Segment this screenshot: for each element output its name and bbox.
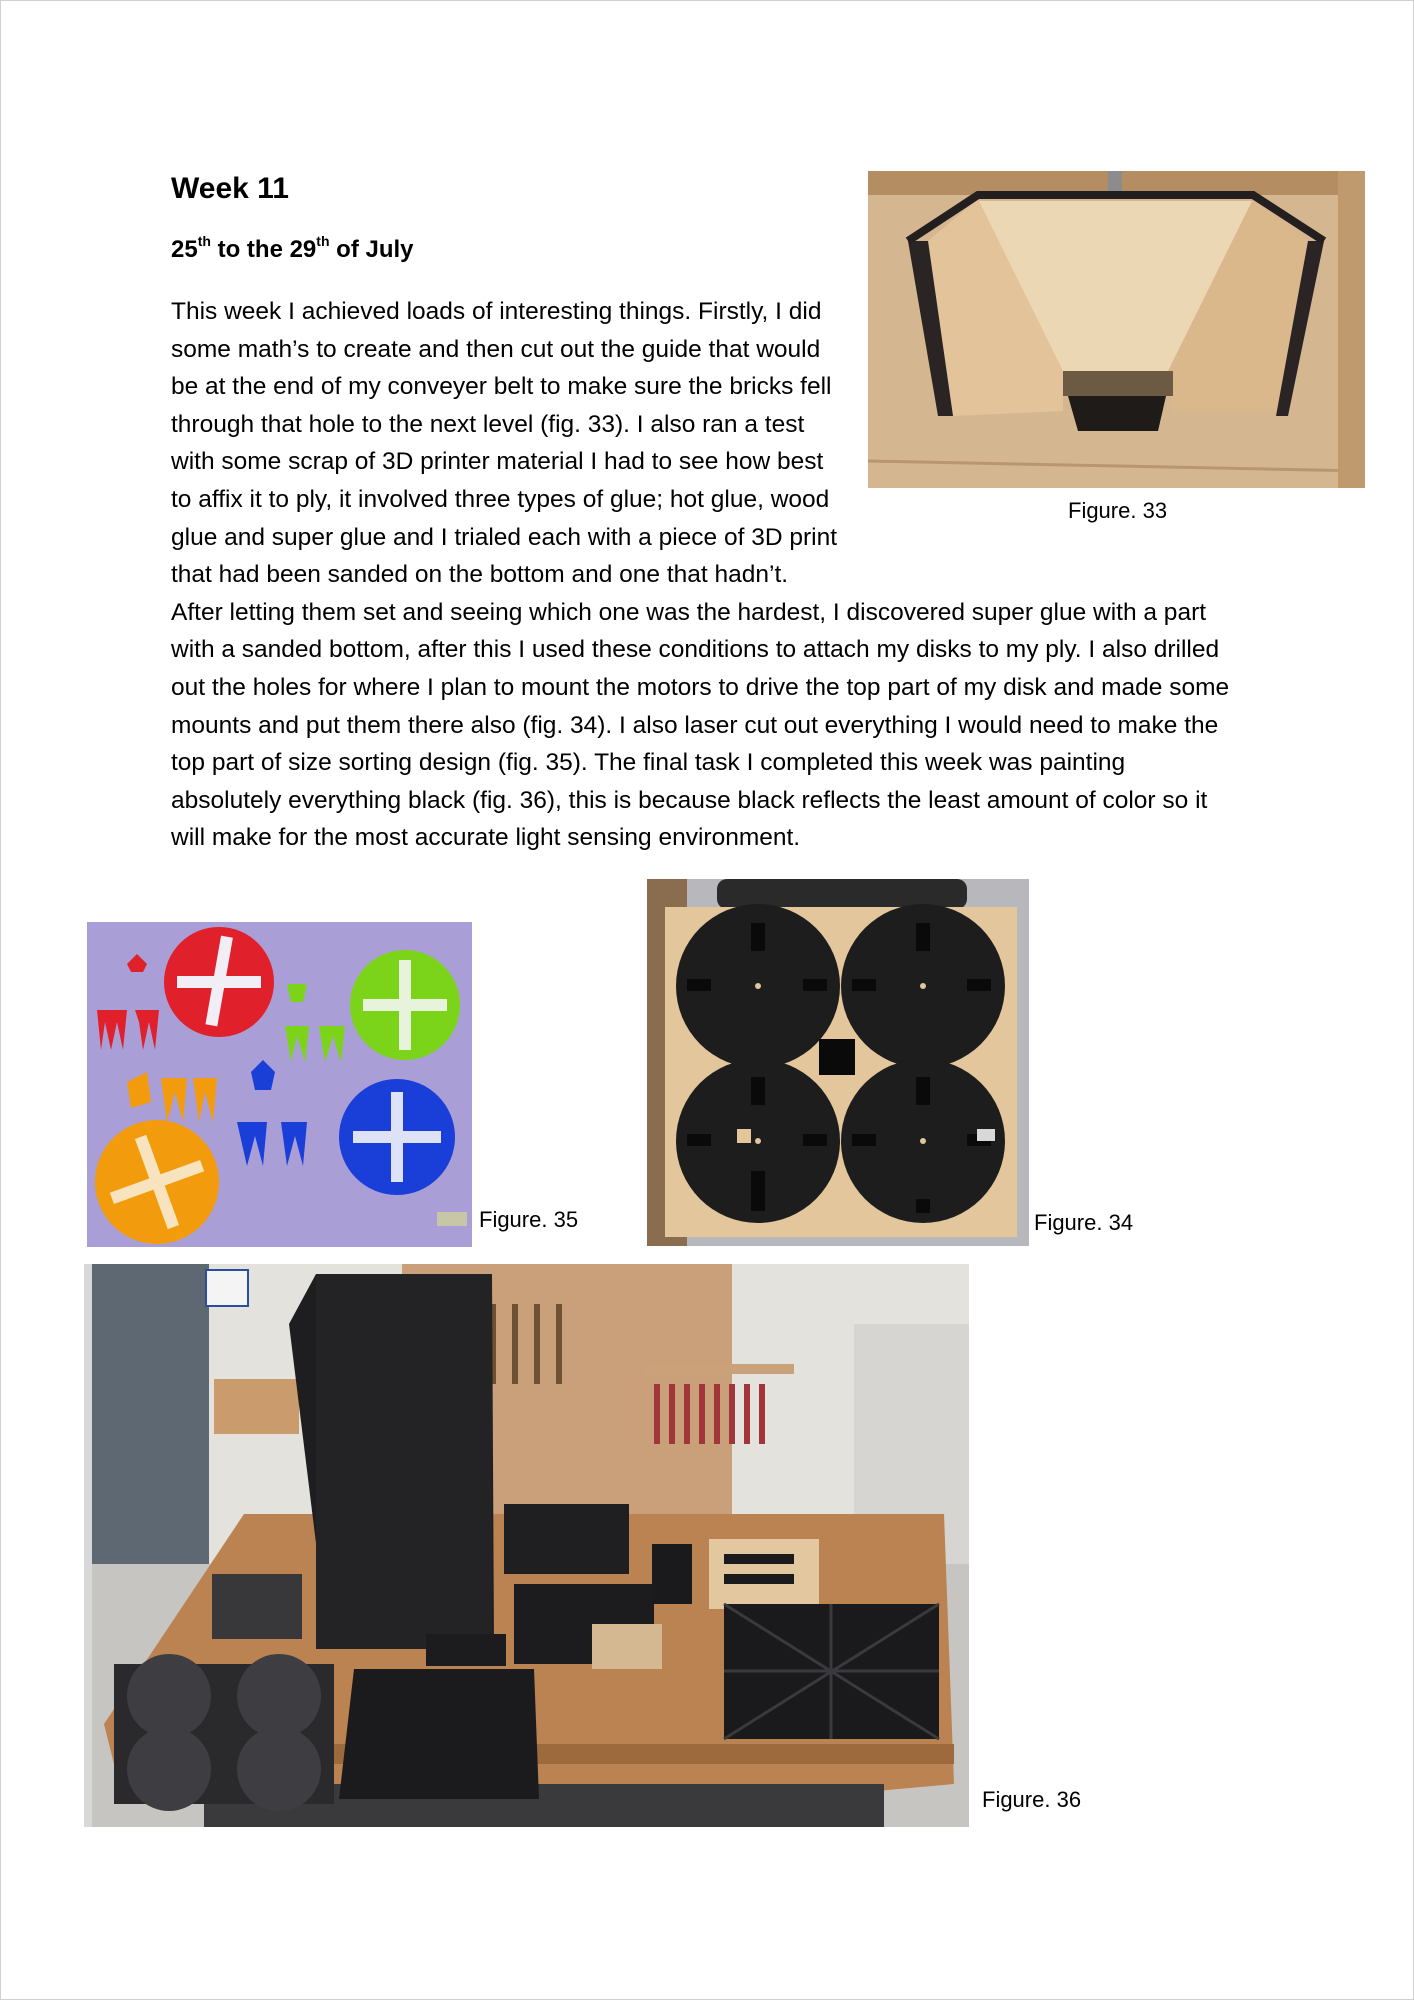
figure-33-caption: Figure. 33: [1068, 498, 1168, 523]
figure-36-caption: Figure. 36: [982, 1787, 1082, 1812]
figure-34-caption: Figure. 34: [1034, 1210, 1134, 1235]
figure-36-image: [84, 1264, 969, 1827]
figure-35-image: [87, 922, 472, 1247]
date-range: [171, 233, 414, 264]
date-middle: to the: [210, 236, 290, 263]
date-tail: of July: [329, 236, 414, 263]
date-start-suffix: th: [197, 233, 211, 249]
date-start-day: 25: [171, 236, 198, 263]
body-paragraph: This week I achieved loads of interesting things. Firstly, I did some math’s to create and then cut out the guide that would be at the end of my conveyer belt to make sure the bricks fell through that hole to the next level (fig. 33). I also ran a test with some scrap of 3D printer material I had to see how best to affix it to ply, it involved three types of glue; hot glue, wood glue and super glue and I trialed each with a piece of 3D print that had been sanded on the bottom and one that hadn’t. After letting them set and seeing which one was the hardest, I discovered super glue with a part with a sanded bottom, after this I used these conditions to attach my disks to my ply. I also drilled out the holes for where I plan to mount the motors to drive the top part of my disk and made some mounts and put them there also (fig. 34). I also laser cut out everything I would need to make the top part of size sorting design (fig. 35). The final task I completed this week was painting absolutely everything black (fig. 36), this is because black reflects the least amount of color so it will make for the most accurate light sensing environment.: [171, 298, 1230, 852]
figure-35-caption: Figure. 35: [479, 1207, 579, 1232]
page-title: Week 11: [171, 172, 289, 205]
figure-34-image: [647, 879, 1029, 1246]
figure-33-image: [868, 171, 1365, 488]
date-end-day: 29: [289, 236, 317, 263]
date-end-suffix: th: [316, 233, 330, 249]
